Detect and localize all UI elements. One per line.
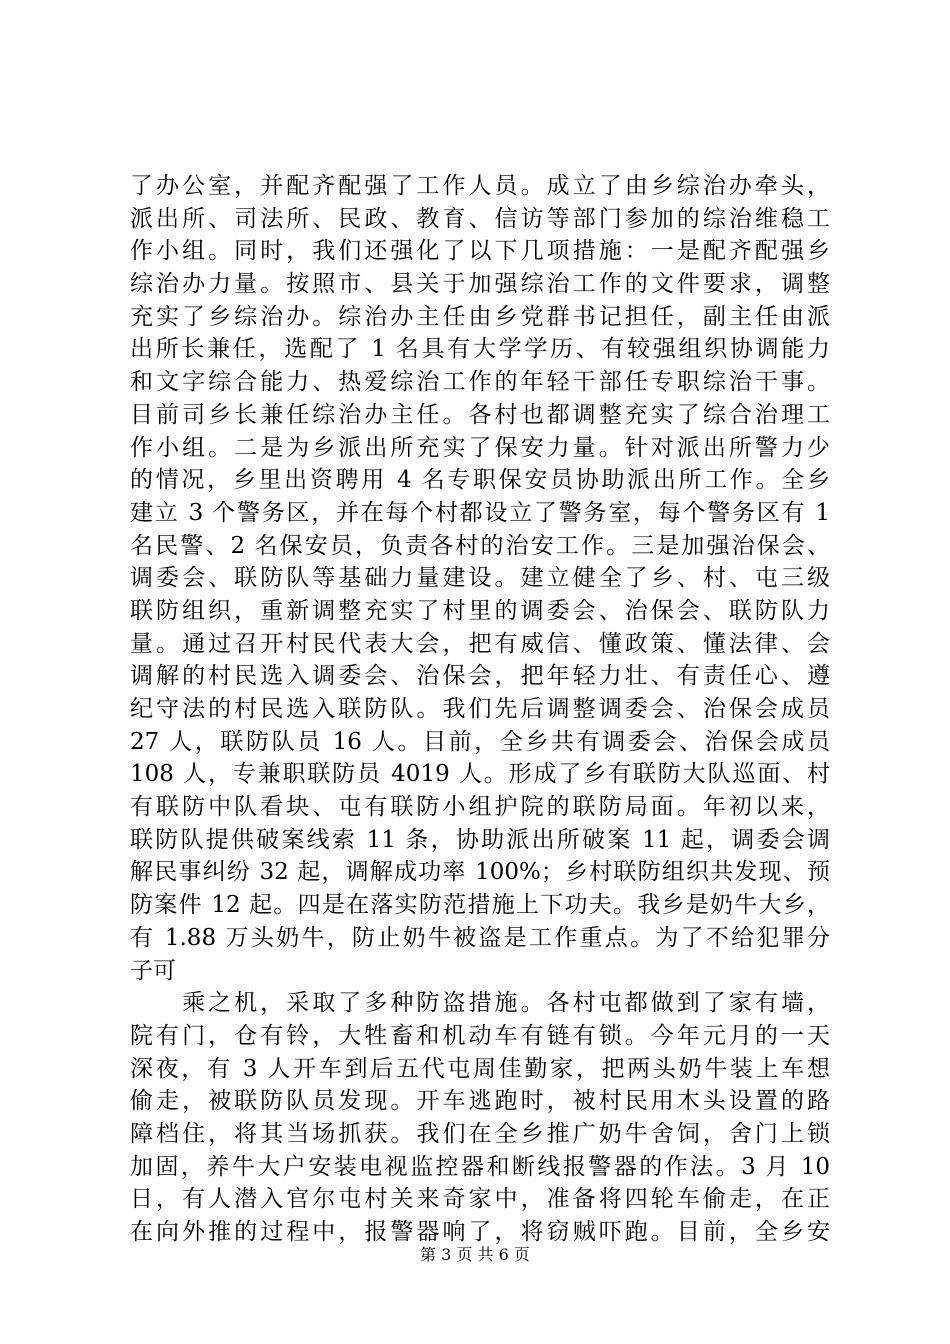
text-line: 防案件 12 起。四是在落实防范措施上下功夫。我乡是奶牛大乡， bbox=[130, 892, 830, 919]
body-text bbox=[130, 170, 830, 1249]
text-line: 的情况，乡里出资聘用 4 名专职保安员协助派出所工作。全乡 bbox=[130, 467, 830, 494]
page-footer: 第 3 页 共 6 页 bbox=[420, 1245, 530, 1264]
text-line: 派出所、司法所、民政、教育、信访等部门参加的综治维稳工 bbox=[130, 205, 830, 232]
text-line: 目前司乡长兼任综治办主任。各村也都调整充实了综合治理工 bbox=[130, 401, 830, 428]
text-line: 27 人，联防队员 16 人。目前，全乡共有调委会、治保会成员 bbox=[130, 728, 830, 755]
text-line: 院有门，仓有铃，大牲畜和机动车有链有锁。今年元月的一天 bbox=[130, 1022, 830, 1049]
text-line: 加固，养牛大户安装电视监控器和断线报警器的作法。3 月 10 bbox=[130, 1153, 830, 1180]
text-line: 调委会、联防队等基础力量建设。建立健全了乡、村、屯三级 bbox=[130, 565, 830, 592]
text-line: 作小组。二是为乡派出所充实了保安力量。针对派出所警力少 bbox=[130, 434, 830, 461]
text-line: 在向外推的过程中，报警器响了，将窃贼吓跑。目前，全乡安 bbox=[130, 1219, 830, 1245]
text-line: 有 1.88 万头奶牛，防止奶牛被盗是工作重点。为了不给犯罪分 bbox=[130, 924, 830, 951]
text-line: 联防组织，重新调整充实了村里的调委会、治保会、联防队力 bbox=[130, 597, 830, 624]
text-line: 108 人，专兼职联防员 4019 人。形成了乡有联防大队巡面、村 bbox=[130, 761, 830, 788]
text-line: 纪守法的村民选入联防队。我们先后调整调委会、治保会成员 bbox=[130, 696, 830, 722]
text-line: 量。通过召开村民代表大会，把有威信、懂政策、懂法律、会 bbox=[130, 630, 830, 657]
text-line: 了办公室，并配齐配强了工作人员。成立了由乡综治办牵头， bbox=[130, 173, 830, 199]
text-line: 深夜，有 3 人开车到后五代屯周佳勤家，把两头奶牛装上车想 bbox=[130, 1055, 830, 1082]
text-line: 名民警、2 名保安员，负责各村的治安工作。三是加强治保会、 bbox=[130, 532, 830, 559]
text-line: 乘之机，采取了多种防盗措施。各村屯都做到了家有墙， bbox=[130, 990, 830, 1017]
text-line: 作小组。同时，我们还强化了以下几项措施：一是配齐配强乡 bbox=[130, 238, 830, 265]
text-line: 障档住，将其当场抓获。我们在全乡推广奶牛舍饲，舍门上锁 bbox=[130, 1120, 830, 1147]
text-line: 偷走，被联防队员发现。开车逃跑时，被村民用木头设置的路 bbox=[130, 1088, 830, 1115]
text-line: 出所长兼任，选配了 1 名具有大学学历、有较强组织协调能力 bbox=[130, 336, 830, 363]
text-line: 有联防中队看块、屯有联防小组护院的联防局面。年初以来， bbox=[130, 794, 830, 821]
text-line: 建立 3 个警务区，并在每个村都设立了警务室，每个警务区有 1 bbox=[130, 499, 830, 526]
text-line: 子可 bbox=[130, 957, 176, 984]
text-line: 和文字综合能力、热爱综治工作的年轻干部任专职综治干事。 bbox=[130, 369, 830, 396]
text-line: 充实了乡综治办。综治办主任由乡党群书记担任，副主任由派 bbox=[130, 303, 830, 330]
text-line: 解民事纠纷 32 起，调解成功率 100%；乡村联防组织共发现、预 bbox=[130, 859, 830, 886]
text-line: 调解的村民选入调委会、治保会，把年轻力壮、有责任心、遵 bbox=[130, 663, 830, 690]
text-line: 日，有人潜入官尔屯村关来奇家中，准备将四轮车偷走，在正 bbox=[130, 1186, 830, 1213]
text-line: 联防队提供破案线索 11 条，协助派出所破案 11 起，调委会调 bbox=[130, 826, 830, 853]
text-line: 综治办力量。按照市、县关于加强综治工作的文件要求，调整 bbox=[130, 271, 830, 298]
